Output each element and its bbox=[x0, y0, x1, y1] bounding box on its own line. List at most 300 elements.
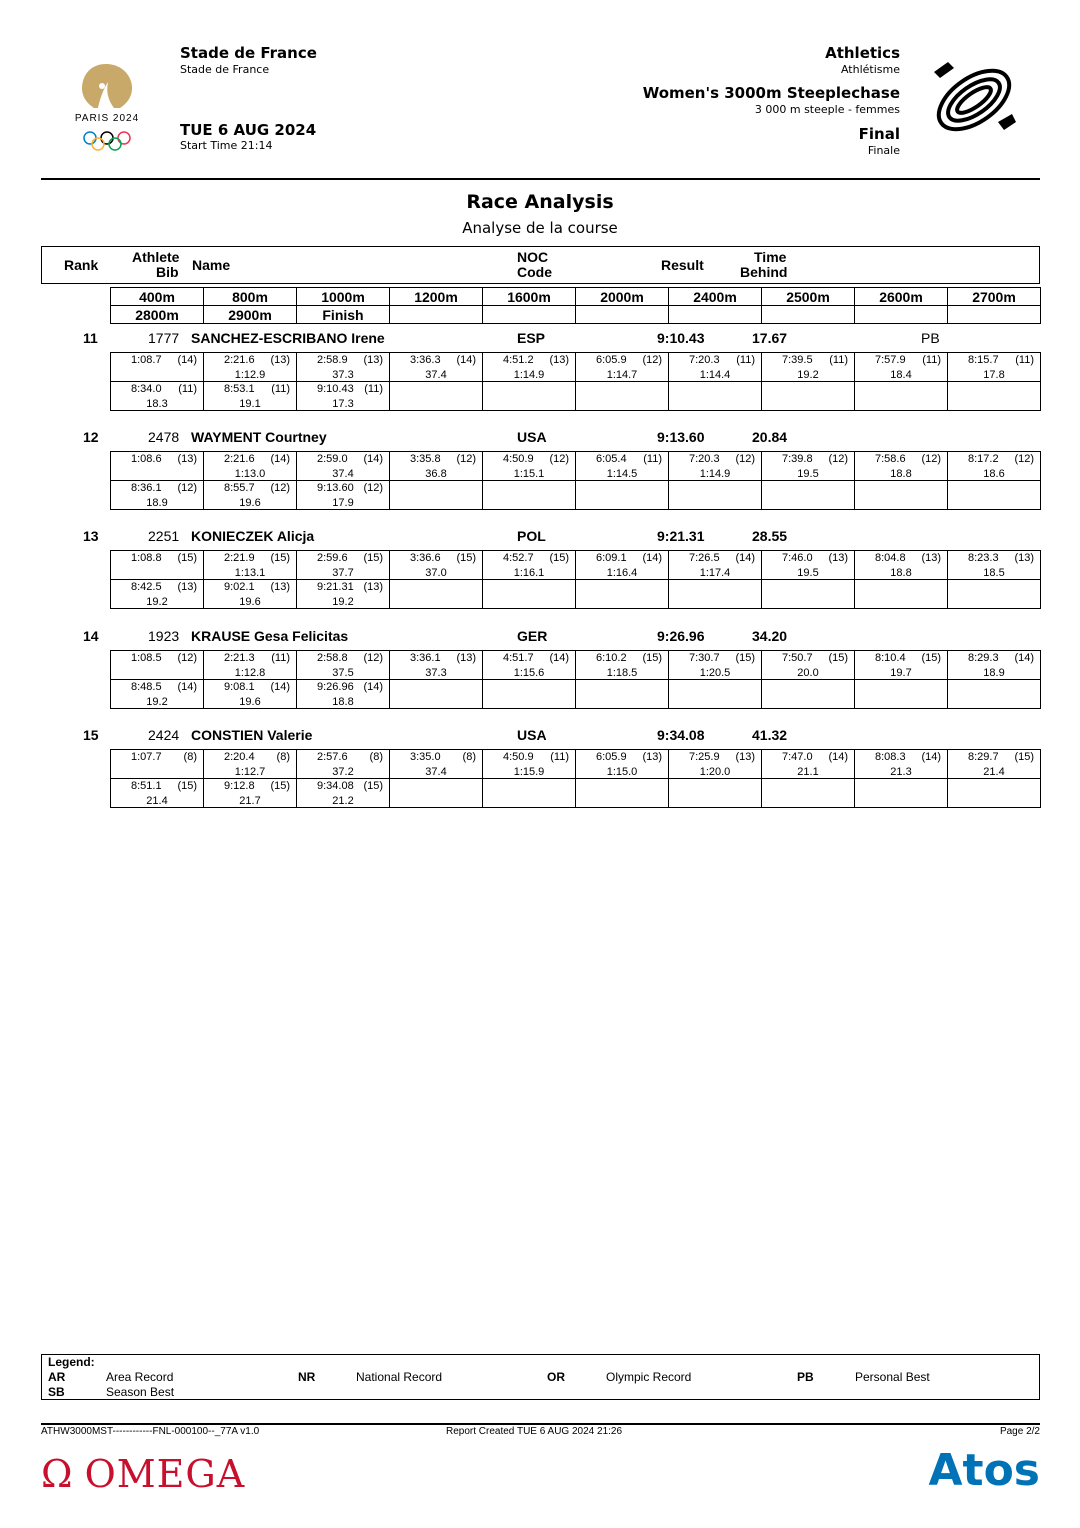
col-result: Result bbox=[661, 257, 704, 273]
split-table bbox=[110, 352, 1041, 411]
split-lap: 19.5 bbox=[797, 567, 819, 580]
athlete-name: CONSTIEN Valerie bbox=[191, 726, 313, 743]
split-row bbox=[111, 778, 1041, 807]
split-time: 1:08.7 bbox=[131, 354, 162, 366]
split-lap: 1:16.4 bbox=[606, 567, 638, 580]
split-lap: 19.6 bbox=[239, 695, 261, 708]
split-time: 2:20.4 bbox=[224, 750, 255, 763]
legend-desc: Season Best bbox=[106, 1385, 175, 1399]
legend-desc: Olympic Record bbox=[606, 1370, 692, 1384]
split-lap: 1:20.0 bbox=[699, 765, 731, 778]
split-position: (11) bbox=[364, 383, 383, 395]
split-lap: 19.2 bbox=[797, 369, 819, 381]
legend-code: NR bbox=[298, 1370, 316, 1384]
athlete-bib: 1923 bbox=[148, 627, 180, 644]
split-time: 4:50.9 bbox=[503, 750, 534, 763]
split-position: (8) bbox=[183, 750, 197, 763]
split-header-cell: 2000m bbox=[576, 288, 669, 306]
venue-title: Stade de France bbox=[180, 44, 317, 62]
split-cell bbox=[576, 778, 669, 807]
split-row bbox=[111, 679, 1041, 708]
athlete-result: 9:21.31 bbox=[657, 528, 705, 545]
split-cell bbox=[669, 778, 762, 807]
athlete-behind: 20.84 bbox=[752, 429, 788, 446]
athlete-noc: POL bbox=[517, 528, 546, 545]
split-time: 1:08.8 bbox=[131, 552, 162, 565]
split-cell bbox=[483, 749, 576, 778]
split-lap: 37.0 bbox=[425, 567, 447, 580]
split-position: (11) bbox=[922, 354, 941, 366]
split-time: 6:05.4 bbox=[596, 453, 627, 466]
split-row bbox=[111, 650, 1041, 679]
split-cell bbox=[576, 353, 669, 382]
omega-logo bbox=[41, 1452, 245, 1496]
split-time: 9:13.60 bbox=[317, 482, 354, 495]
split-cell bbox=[204, 353, 297, 382]
split-cell bbox=[855, 353, 948, 382]
split-lap: 18.6 bbox=[983, 468, 1005, 481]
split-time: 8:36.1 bbox=[131, 482, 162, 495]
split-lap: 18.4 bbox=[890, 369, 912, 381]
split-header-cell bbox=[483, 306, 576, 324]
split-cell bbox=[483, 452, 576, 481]
split-cell bbox=[390, 679, 483, 708]
athlete-result: 9:34.08 bbox=[657, 726, 705, 743]
split-cell bbox=[855, 551, 948, 580]
split-lap: 19.6 bbox=[239, 596, 261, 609]
split-table bbox=[110, 451, 1041, 510]
split-time: 8:34.0 bbox=[131, 383, 162, 395]
split-time: 1:08.5 bbox=[131, 651, 162, 664]
split-row bbox=[111, 353, 1041, 382]
split-cell bbox=[390, 382, 483, 411]
split-time: 9:02.1 bbox=[224, 581, 255, 594]
legend-code: PB bbox=[797, 1370, 814, 1384]
split-time: 4:51.2 bbox=[503, 354, 534, 366]
split-header-cell: 1000m bbox=[297, 288, 390, 306]
split-cell bbox=[483, 481, 576, 510]
split-lap: 37.3 bbox=[332, 369, 354, 381]
athlete-name: KONIECZEK Alicja bbox=[191, 528, 315, 545]
split-lap: 1:15.0 bbox=[606, 765, 638, 778]
split-cell bbox=[297, 679, 390, 708]
split-cell bbox=[390, 580, 483, 609]
split-lap: 20.0 bbox=[797, 666, 819, 679]
split-cell bbox=[669, 382, 762, 411]
split-time: 9:12.8 bbox=[224, 779, 255, 792]
split-lap: 21.3 bbox=[890, 765, 912, 778]
split-cell bbox=[576, 481, 669, 510]
split-position: (12) bbox=[735, 453, 755, 466]
logo-text: PARIS 2024 bbox=[74, 113, 140, 124]
split-header-cell bbox=[948, 306, 1041, 324]
split-position: (8) bbox=[276, 750, 290, 763]
split-time: 6:10.2 bbox=[596, 651, 627, 664]
split-time: 7:46.0 bbox=[782, 552, 813, 565]
split-header-cell: 400m bbox=[111, 288, 204, 306]
split-cell bbox=[204, 452, 297, 481]
split-cell bbox=[483, 580, 576, 609]
split-time: 7:25.9 bbox=[689, 750, 720, 763]
legend-title: Legend: bbox=[48, 1355, 95, 1369]
split-lap: 1:12.7 bbox=[234, 765, 266, 778]
athlete-record: PB bbox=[921, 330, 940, 346]
split-position: (12) bbox=[363, 482, 383, 495]
split-lap: 1:12.9 bbox=[234, 369, 266, 381]
split-time: 1:08.6 bbox=[131, 453, 162, 466]
split-time: 8:48.5 bbox=[131, 680, 162, 693]
split-cell bbox=[948, 679, 1041, 708]
sport-subtitle: Athlétisme bbox=[840, 63, 900, 76]
split-row bbox=[111, 551, 1041, 580]
olympic-rings-icon bbox=[82, 130, 132, 157]
split-position: (15) bbox=[1014, 750, 1034, 763]
split-cell bbox=[576, 551, 669, 580]
split-lap: 19.6 bbox=[239, 497, 261, 510]
split-cell bbox=[669, 353, 762, 382]
split-position: (13) bbox=[363, 581, 383, 594]
split-time: 2:21.3 bbox=[224, 651, 255, 664]
split-cell bbox=[297, 749, 390, 778]
athlete-bib: 2478 bbox=[148, 429, 180, 446]
split-cell bbox=[204, 382, 297, 411]
split-time: 2:58.9 bbox=[317, 354, 348, 366]
athlete-result: 9:26.96 bbox=[657, 627, 705, 644]
split-position: (14) bbox=[456, 354, 476, 366]
split-cell bbox=[855, 580, 948, 609]
split-position: (8) bbox=[462, 750, 476, 763]
split-lap: 1:14.4 bbox=[699, 369, 731, 381]
split-cell bbox=[297, 650, 390, 679]
split-lap: 19.7 bbox=[890, 666, 912, 679]
split-cell bbox=[669, 551, 762, 580]
split-cell bbox=[111, 580, 204, 609]
col-athlete: Athlete bbox=[132, 249, 180, 265]
split-position: (14) bbox=[828, 750, 848, 763]
athlete-result: 9:10.43 bbox=[657, 330, 705, 346]
split-position: (11) bbox=[271, 651, 290, 664]
sport-title: Athletics bbox=[825, 44, 900, 62]
split-time: 3:36.6 bbox=[410, 552, 441, 565]
split-header-cell: 800m bbox=[204, 288, 297, 306]
split-time: 8:08.3 bbox=[875, 750, 906, 763]
split-time: 6:05.9 bbox=[596, 354, 627, 366]
split-lap: 19.2 bbox=[146, 596, 168, 609]
col-rank: Rank bbox=[64, 257, 99, 273]
split-position: (14) bbox=[642, 552, 662, 565]
split-cell bbox=[948, 749, 1041, 778]
split-position: (15) bbox=[363, 779, 383, 792]
legend-desc: Area Record bbox=[106, 1370, 174, 1384]
split-position: (15) bbox=[270, 552, 290, 565]
split-time: 8:42.5 bbox=[131, 581, 162, 594]
split-lap: 18.8 bbox=[332, 695, 354, 708]
split-cell bbox=[111, 382, 204, 411]
athlete-rank: 13 bbox=[83, 528, 99, 545]
split-lap: 18.9 bbox=[983, 666, 1005, 679]
split-cell bbox=[669, 679, 762, 708]
split-cell bbox=[204, 650, 297, 679]
split-lap: 19.5 bbox=[797, 468, 819, 481]
split-lap: 37.4 bbox=[332, 468, 354, 481]
page-number: Page 2/2 bbox=[999, 1426, 1040, 1437]
split-position: (12) bbox=[642, 354, 662, 366]
split-cell bbox=[204, 778, 297, 807]
split-time: 4:52.7 bbox=[503, 552, 534, 565]
start-time: Start Time 21:14 bbox=[180, 139, 273, 152]
split-cell bbox=[948, 580, 1041, 609]
split-time: 8:51.1 bbox=[131, 779, 162, 792]
split-position: (12) bbox=[921, 453, 941, 466]
split-lap: 18.3 bbox=[146, 398, 168, 410]
split-lap: 17.8 bbox=[983, 369, 1005, 381]
split-time: 7:50.7 bbox=[782, 651, 813, 664]
split-lap: 37.7 bbox=[332, 567, 354, 580]
event-subtitle: 3 000 m steeple - femmes bbox=[754, 103, 900, 116]
split-position: (13) bbox=[828, 552, 848, 565]
split-cell bbox=[948, 778, 1041, 807]
split-position: (15) bbox=[921, 651, 941, 664]
split-row bbox=[111, 481, 1041, 510]
split-cell bbox=[669, 580, 762, 609]
split-row bbox=[111, 580, 1041, 609]
split-header-cell: Finish bbox=[297, 306, 390, 324]
split-time: 9:26.96 bbox=[317, 680, 354, 693]
split-cell bbox=[576, 650, 669, 679]
split-time: 9:34.08 bbox=[317, 779, 354, 792]
split-time: 8:29.7 bbox=[968, 750, 999, 763]
split-position: (15) bbox=[735, 651, 755, 664]
split-header-cell: 1600m bbox=[483, 288, 576, 306]
split-lap: 37.5 bbox=[332, 666, 354, 679]
col-code: Code bbox=[517, 264, 552, 280]
split-header-row bbox=[111, 306, 1041, 324]
split-row bbox=[111, 382, 1041, 411]
split-lap: 1:15.6 bbox=[513, 666, 545, 679]
split-position: (12) bbox=[828, 453, 848, 466]
split-cell bbox=[762, 353, 855, 382]
split-lap: 1:13.0 bbox=[234, 468, 266, 481]
split-header-cell bbox=[390, 306, 483, 324]
split-lap: 1:16.1 bbox=[513, 567, 545, 580]
split-position: (12) bbox=[1014, 453, 1034, 466]
split-lap: 1:17.4 bbox=[699, 567, 731, 580]
split-lap: 21.7 bbox=[239, 794, 261, 807]
athlete-name: WAYMENT Courtney bbox=[191, 429, 327, 446]
document-code: ATHW3000MST------------FNL-000100--_77A v1.0 bbox=[41, 1426, 260, 1437]
col-behind: Behind bbox=[740, 264, 788, 280]
split-position: (14) bbox=[270, 680, 290, 693]
split-header-table bbox=[110, 287, 1041, 324]
split-header-cell: 2800m bbox=[111, 306, 204, 324]
split-lap: 17.9 bbox=[332, 497, 354, 510]
split-position: (11) bbox=[736, 354, 755, 366]
split-lap: 1:14.9 bbox=[699, 468, 731, 481]
split-time: 8:23.3 bbox=[968, 552, 999, 565]
split-cell bbox=[948, 481, 1041, 510]
split-lap: 37.4 bbox=[425, 369, 447, 381]
split-time: 2:57.6 bbox=[317, 750, 348, 763]
split-lap: 18.9 bbox=[146, 497, 168, 510]
split-time: 7:20.3 bbox=[689, 354, 720, 366]
split-header-cell: 2500m bbox=[762, 288, 855, 306]
split-header-cell bbox=[669, 306, 762, 324]
split-cell bbox=[111, 749, 204, 778]
split-time: 8:15.7 bbox=[968, 354, 999, 366]
split-cell bbox=[111, 778, 204, 807]
split-time: 3:36.1 bbox=[410, 651, 441, 664]
athlete-rank: 14 bbox=[83, 627, 99, 644]
split-position: (11) bbox=[829, 354, 848, 366]
split-lap: 19.2 bbox=[146, 695, 168, 708]
split-time: 8:17.2 bbox=[968, 453, 999, 466]
phase-subtitle: Finale bbox=[867, 144, 900, 157]
split-cell bbox=[111, 452, 204, 481]
split-lap: 18.5 bbox=[983, 567, 1005, 580]
split-position: (14) bbox=[735, 552, 755, 565]
split-time: 7:26.5 bbox=[689, 552, 720, 565]
legend-code: SB bbox=[48, 1385, 65, 1399]
omega-wordmark: OMEGA bbox=[84, 1452, 246, 1496]
split-table bbox=[110, 550, 1041, 609]
split-cell bbox=[762, 580, 855, 609]
split-cell bbox=[483, 650, 576, 679]
split-cell bbox=[297, 481, 390, 510]
split-cell bbox=[669, 749, 762, 778]
split-time: 8:04.8 bbox=[875, 552, 906, 565]
athlete-behind: 41.32 bbox=[752, 726, 788, 743]
legend-desc: Personal Best bbox=[855, 1370, 930, 1384]
athlete-noc: ESP bbox=[517, 330, 546, 346]
split-time: 8:53.1 bbox=[224, 383, 255, 395]
split-position: (12) bbox=[177, 651, 197, 664]
split-time: 7:58.6 bbox=[875, 453, 906, 466]
athlete-noc: GER bbox=[517, 627, 548, 644]
split-position: (15) bbox=[456, 552, 476, 565]
split-position: (15) bbox=[549, 552, 569, 565]
split-position: (12) bbox=[177, 482, 197, 495]
split-cell bbox=[297, 382, 390, 411]
split-lap: 1:14.5 bbox=[606, 468, 638, 481]
split-cell bbox=[762, 382, 855, 411]
split-position: (13) bbox=[642, 750, 662, 763]
split-time: 6:09.1 bbox=[596, 552, 627, 565]
split-time: 2:21.6 bbox=[224, 453, 255, 466]
split-cell bbox=[483, 353, 576, 382]
split-cell bbox=[762, 452, 855, 481]
split-header-cell: 1200m bbox=[390, 288, 483, 306]
split-cell bbox=[390, 481, 483, 510]
split-cell bbox=[204, 679, 297, 708]
split-table bbox=[110, 650, 1041, 709]
split-lap: 21.1 bbox=[797, 765, 819, 778]
athlete-result: 9:13.60 bbox=[657, 429, 705, 446]
split-cell bbox=[762, 679, 855, 708]
split-cell bbox=[483, 679, 576, 708]
split-cell bbox=[204, 749, 297, 778]
split-lap: 1:14.7 bbox=[606, 369, 638, 381]
split-table bbox=[110, 749, 1041, 808]
split-cell bbox=[297, 452, 390, 481]
atos-logo: Atos bbox=[928, 1445, 1040, 1496]
split-cell bbox=[855, 679, 948, 708]
split-cell bbox=[855, 778, 948, 807]
split-cell bbox=[855, 452, 948, 481]
split-cell bbox=[576, 382, 669, 411]
split-position: (13) bbox=[177, 581, 197, 594]
split-time: 7:20.3 bbox=[689, 453, 720, 466]
athlete-behind: 28.55 bbox=[752, 528, 788, 545]
split-row bbox=[111, 749, 1041, 778]
split-time: 3:36.3 bbox=[410, 354, 441, 366]
phase-title: Final bbox=[858, 125, 900, 143]
split-cell bbox=[483, 551, 576, 580]
legend-desc: National Record bbox=[356, 1370, 443, 1384]
split-position: (15) bbox=[177, 779, 197, 792]
split-cell bbox=[762, 481, 855, 510]
split-lap: 1:20.5 bbox=[699, 666, 731, 679]
split-cell bbox=[669, 481, 762, 510]
split-position: (13) bbox=[177, 453, 197, 466]
split-row bbox=[111, 452, 1041, 481]
split-time: 9:10.43 bbox=[317, 383, 354, 395]
split-position: (15) bbox=[270, 779, 290, 792]
split-position: (13) bbox=[456, 651, 476, 664]
report-title: Race Analysis bbox=[466, 191, 614, 213]
athletics-pictogram-icon bbox=[928, 58, 1020, 147]
athlete-name: SANCHEZ-ESCRIBANO Irene bbox=[191, 330, 385, 346]
split-time: 2:59.6 bbox=[317, 552, 348, 565]
split-cell bbox=[948, 452, 1041, 481]
split-position: (14) bbox=[1014, 651, 1034, 664]
split-time: 3:35.0 bbox=[410, 750, 441, 763]
split-position: (13) bbox=[549, 354, 569, 366]
split-time: 7:47.0 bbox=[782, 750, 813, 763]
column-header bbox=[41, 246, 1040, 284]
event-title: Women's 3000m Steeplechase bbox=[642, 84, 900, 102]
athlete-behind: 34.20 bbox=[752, 627, 788, 644]
split-position: (12) bbox=[549, 453, 569, 466]
split-lap: 36.8 bbox=[425, 468, 447, 481]
split-header-cell: 2700m bbox=[948, 288, 1041, 306]
athlete-rank: 12 bbox=[83, 429, 99, 446]
split-lap: 1:15.9 bbox=[513, 765, 545, 778]
athlete-noc: USA bbox=[517, 726, 547, 743]
split-position: (13) bbox=[363, 354, 383, 366]
split-lap: 1:15.1 bbox=[513, 468, 545, 481]
split-position: (14) bbox=[363, 453, 383, 466]
split-lap: 21.2 bbox=[332, 794, 354, 807]
split-cell bbox=[483, 382, 576, 411]
split-time: 3:35.8 bbox=[410, 453, 441, 466]
split-cell bbox=[297, 353, 390, 382]
split-cell bbox=[855, 749, 948, 778]
split-cell bbox=[948, 382, 1041, 411]
split-time: 2:59.0 bbox=[317, 453, 348, 466]
split-cell bbox=[111, 679, 204, 708]
split-position: (15) bbox=[363, 552, 383, 565]
split-header-cell: 2900m bbox=[204, 306, 297, 324]
split-lap: 37.3 bbox=[425, 666, 447, 679]
split-cell bbox=[390, 749, 483, 778]
split-lap: 19.1 bbox=[239, 398, 261, 410]
split-cell bbox=[762, 749, 855, 778]
split-cell bbox=[948, 650, 1041, 679]
split-cell bbox=[204, 481, 297, 510]
split-cell bbox=[390, 650, 483, 679]
split-time: 8:29.3 bbox=[968, 651, 999, 664]
split-cell bbox=[948, 551, 1041, 580]
